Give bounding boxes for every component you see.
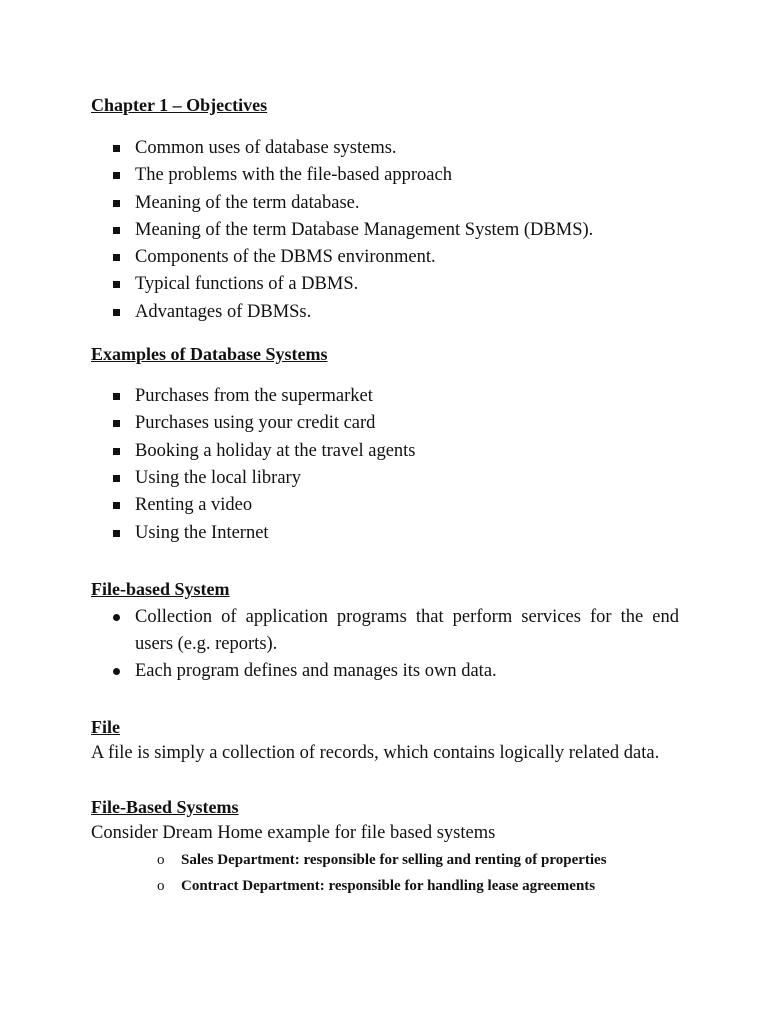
list-item: Renting a video xyxy=(91,492,679,519)
objectives-heading: Chapter 1 – Objectives xyxy=(91,95,268,115)
list-item: Using the local library xyxy=(91,465,679,492)
list-item: Meaning of the term Database Management System (DBMS). xyxy=(91,217,679,244)
list-item: Advantages of DBMSs. xyxy=(91,299,679,326)
file-based-systems-intro: Consider Dream Home example for file based systems xyxy=(91,823,496,844)
file-definition: A file is simply a collection of records, which contains logically related data. xyxy=(91,742,660,763)
list-item: Using the Internet xyxy=(91,520,679,547)
list-item: Typical functions of a DBMS. xyxy=(91,271,679,298)
file-based-system-heading: File-based System xyxy=(91,578,230,599)
list-item: Collection of application programs that perform services for the end users (e.g. reports). xyxy=(91,604,679,659)
list-item: Purchases using your credit card xyxy=(91,410,679,437)
list-item: Purchases from the supermarket xyxy=(91,383,679,410)
list-item: The problems with the file-based approach xyxy=(91,162,679,189)
file-based-systems-heading: File-Based Systems xyxy=(91,797,239,818)
list-item: o Sales Department: responsible for selling and renting of properties xyxy=(91,847,679,873)
examples-list xyxy=(91,383,679,547)
examples-heading: Examples of Database Systems xyxy=(91,344,328,365)
list-item: o Contract Department: responsible for handling lease agreements xyxy=(91,873,679,899)
list-item: Components of the DBMS environment. xyxy=(91,244,679,271)
objectives-list xyxy=(91,135,679,326)
departments-list xyxy=(91,847,679,899)
list-item: Each program defines and manages its own data. xyxy=(91,658,679,685)
list-item: Booking a holiday at the travel agents xyxy=(91,438,679,465)
list-item: Common uses of database systems. xyxy=(91,135,679,162)
file-based-system-list xyxy=(91,604,679,686)
list-item: Meaning of the term database. xyxy=(91,190,679,217)
file-heading: File xyxy=(91,716,120,737)
document-page xyxy=(91,92,679,899)
